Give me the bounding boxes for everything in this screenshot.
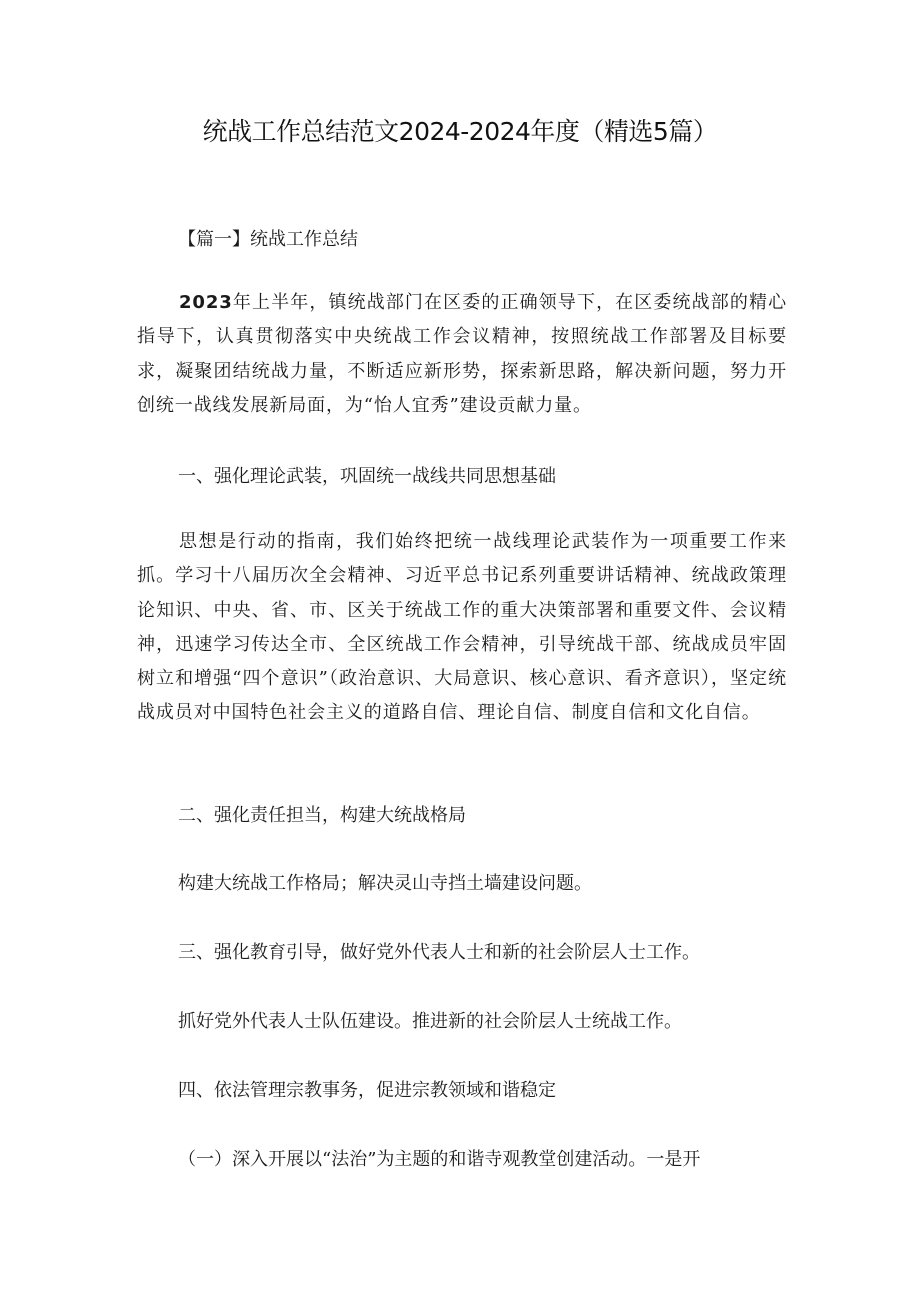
heading-4: 四、依法管理宗教事务，促进宗教领域和谐稳定 bbox=[178, 1080, 556, 1101]
intro-text: 年上半年，镇统战部门在区委的正确领导下，在区委统战部的精心指导下，认真贯彻落实中央统战工作会议精神，按照统战工作部署及目标要求，凝聚团结统战力量，不断适应新形势，探索新思路，解决新问题，努力开创统一战线发展新局面，为“怡人宜秀”建设贡献力量。 bbox=[137, 292, 787, 416]
section-heading: 【篇一】统战工作总结 bbox=[178, 229, 358, 250]
heading-2: 二、强化责任担当，构建大统战格局 bbox=[178, 805, 466, 826]
paragraph-4: （一）深入开展以“法治”为主题的和谐寺观教堂创建活动。一是开 bbox=[178, 1149, 701, 1170]
paragraph-2: 构建大统战工作格局；解决灵山寺挡土墙建设问题。 bbox=[178, 873, 592, 894]
heading-3: 三、强化教育引导，做好党外代表人士和新的社会阶层人士工作。 bbox=[178, 942, 700, 963]
intro-paragraph bbox=[137, 286, 787, 423]
paragraph-3: 抓好党外代表人士队伍建设。推进新的社会阶层人士统战工作。 bbox=[178, 1011, 682, 1032]
document-title: 统战工作总结范文2024-2024年度（精选5篇） bbox=[202, 117, 718, 146]
heading-1: 一、强化理论武装，巩固统一战线共同思想基础 bbox=[178, 466, 556, 487]
intro-year: 2023 bbox=[179, 292, 233, 313]
paragraph-1: 思想是行动的指南，我们始终把统一战线理论武装作为一项重要工作来抓。学习十八届历次全会精神、习近平总书记系列重要讲话精神、统战政策理论知识、中央、省、市、区关于统战工作的重大决策部署和重要文件、会议精神，迅速学习传达全市、全区统战工作会精神，引导统战干部、统战成员牢固树立和增强“四个意识”（政治意识、大局意识、核心意识、看齐意识），坚定统战成员对中国特色社会主义的道路自信、理论自信、制度自信和文化自信。 bbox=[137, 531, 787, 724]
